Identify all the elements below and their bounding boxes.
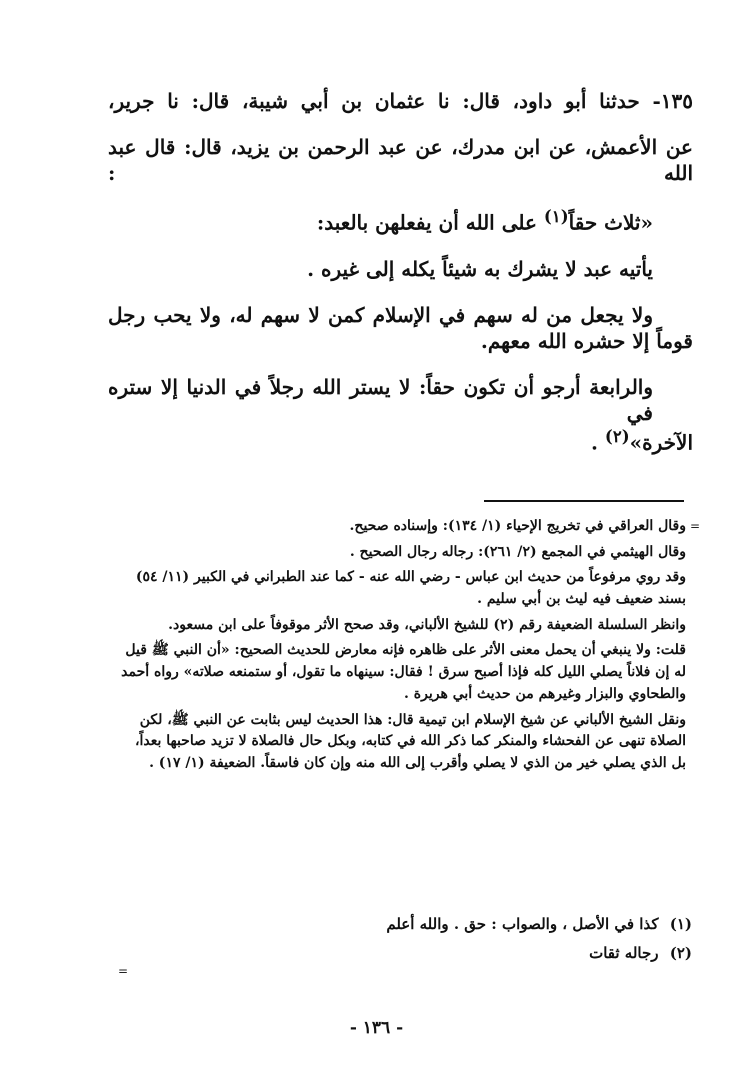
note-item: وانظر السلسلة الضعيفة رقم (٢) للشيخ الألباني، وقد صحح الأثر موقوفاً على ابن مسعود. [168, 616, 686, 633]
page-number: - ١٣٦ - [349, 1018, 404, 1038]
notes-section [118, 516, 686, 779]
hadith-matn-fourth-line-2 [108, 426, 693, 456]
hadith-matn-first: يأتيه عبد لا يشرك به شيئاً يكله إلى غيره . [307, 256, 653, 281]
hadith-text [108, 88, 693, 455]
footnote-2-text: رجاله ثقات [589, 943, 659, 962]
footnote-ref-2: (٢) [604, 425, 630, 446]
matn-fourth-period: . [590, 430, 598, 455]
note-item: وقال العراقي في تخريج الإحياء (١/ ١٣٤): وإسناده صحيح. [349, 518, 686, 534]
note-item: وقد روي مرفوعاً من حديث ابن عباس - رضي الله عنه - كما عند الطبراني في الكبير (١١/ ٥٤) بسند ضعيف فيه ليث بن أبي سليم . [135, 569, 686, 608]
margin-mark-top: = [690, 519, 701, 533]
hadith-isnad-line-2: عن الأعمش، عن ابن مدرك، عن عبد الرحمن بن يزيد، قال: قال عبد الله : [108, 135, 693, 185]
note-item: ونقل الشيخ الألباني عن شيخ الإسلام ابن تيمية قال: هذا الحديث ليس بثابت عن النبي ﷺ، لكن الصلاة تنهى عن الفحشاء والمنكر كما ذكر الله في كتابه، وبكل حال فالصلاة لا تزيد صاحبها بعداً، بل الذي يصلي خير من الذي لا يصلي وأقرب إلى الله منه وإن كان فاسقاً. الضعيفة (١/ ١٧) . [134, 711, 686, 771]
hadith-matn-opening [108, 206, 693, 236]
footnote-1-text: كذا في الأصل ، والصواب : حق . والله أعلم [386, 915, 659, 933]
matn-opening-text: «ثلاث حقاً [568, 210, 653, 235]
note-item: وقال الهيثمي في المجمع (٢/ ٢٦١): رجاله رجال الصحيح . [349, 543, 686, 560]
hadith-isnad-line-1: ١٣٥- حدثنا أبو داود، قال: نا عثمان بن أبي شيبة، قال: نا جرير، [108, 89, 693, 113]
footnote-2 [300, 941, 692, 966]
footnote-ref-1: (١) [543, 206, 569, 226]
footnote-2-marker: (٢) [669, 943, 692, 962]
matn-opening-rest: على الله أن يفعلهن بالعبد: [316, 210, 537, 235]
hadith-matn-fourth-line-1: والرابعة أرجو أن تكون حقاً: لا يستر الله رجلاً في الدنيا إلا ستره في [108, 374, 653, 425]
hadith-matn-second-line-2: قوماً إلا حشره الله معهم. [480, 328, 693, 353]
footnote-1-marker: (١) [669, 915, 692, 933]
footnote-separator [484, 500, 684, 502]
note-item: قلت: ولا ينبغي أن يحمل معنى الأثر على ظاهره فإنه معارض للحديث الصحيح: «أن النبي ﷺ قيل له إن فلاناً يصلي الليل كله فإذا أصبح سرق ! فقال: سينهاه ما تقول، أو ستمنعه صلاته» رواه أحمد والطحاوي والبزار وغيرهم من حديث أبي هريرة . [121, 642, 686, 702]
footnote-1 [300, 912, 692, 937]
margin-mark-bottom: = [118, 964, 129, 978]
hadith-matn-second-line-1: ولا يجعل من له سهم في الإسلام كمن لا سهم له، ولا يحب رجل [108, 302, 653, 327]
matn-fourth-end: الآخرة» [629, 430, 693, 455]
footnotes-section [300, 912, 692, 970]
